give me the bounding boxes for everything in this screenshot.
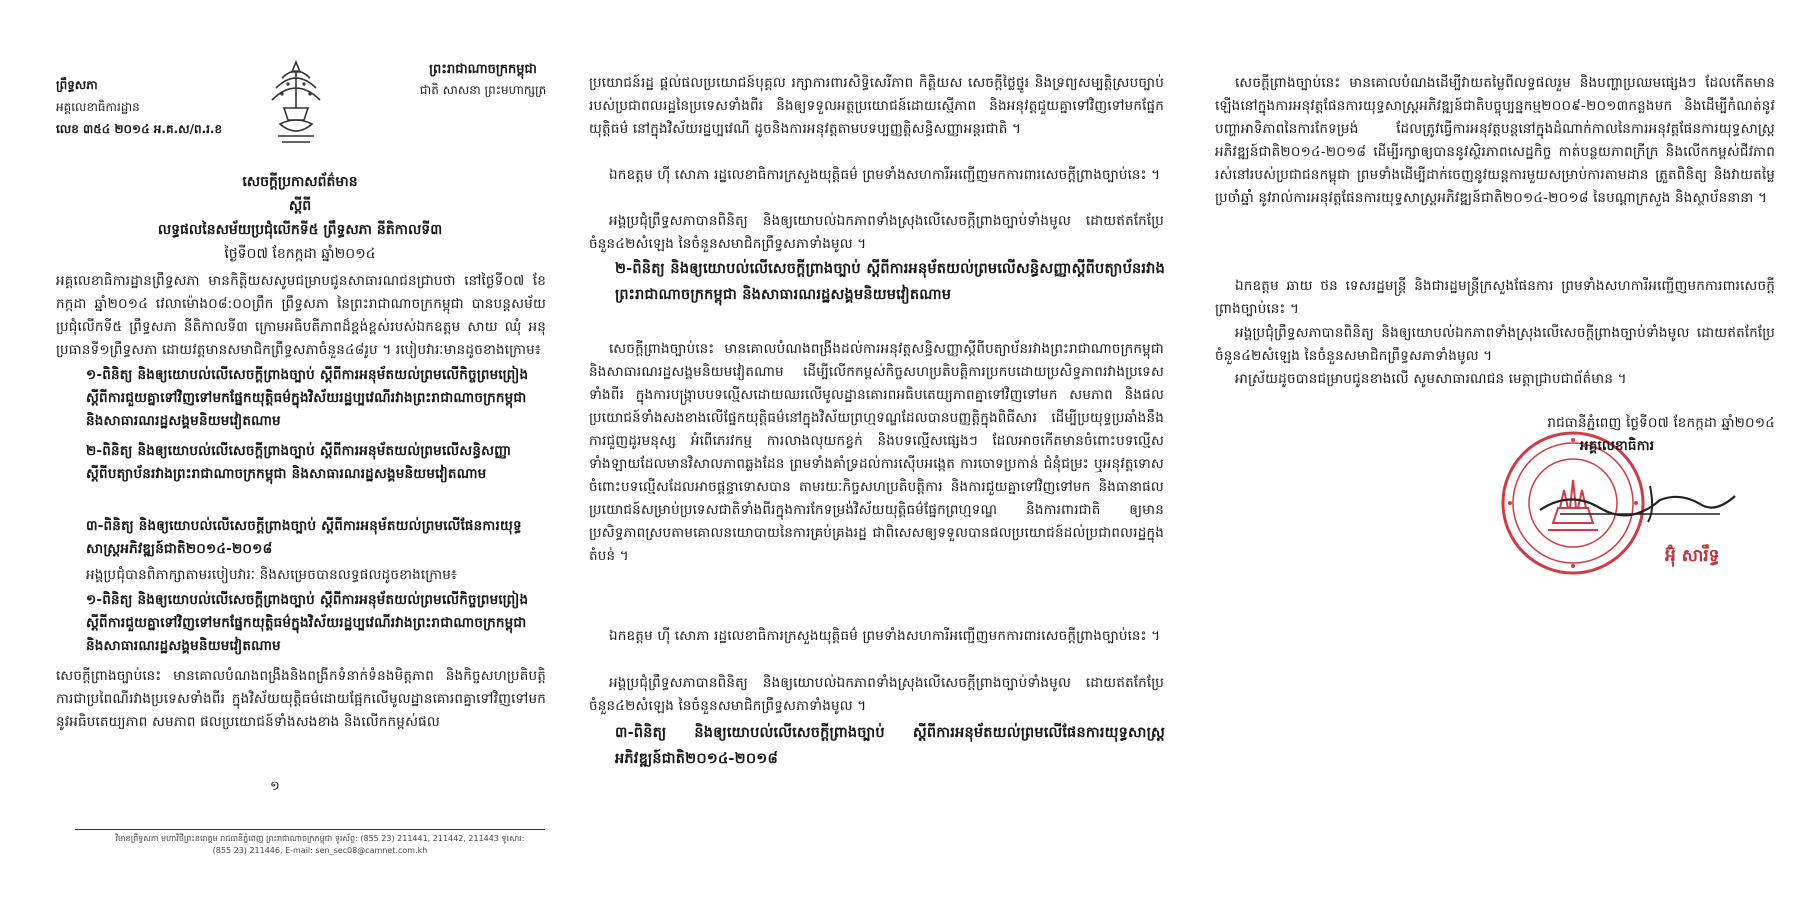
document-title bbox=[60, 170, 540, 266]
result-1-heading: ១-ពិនិត្យ និងឲ្យយោបល់លើសេចក្តីព្រាងច្បាប់ ស្តីពីការអនុម័តយល់ព្រមលើកិច្ចព្រមព្រៀងស្តីពីការជួយគ្នាទៅវិញទៅមកផ្នែកយុត្តិធម៌ក្នុងវិស័យរដ្ឋប្បវេណីរវាងព្រះរាជាណាចក្រកម្ពុជា និងសាធារណរដ្ឋសង្គមនិយមវៀតណាម bbox=[86, 592, 529, 654]
royal-emblem-icon bbox=[262, 58, 330, 148]
vote-paragraph-1: អង្គប្រជុំព្រឹទ្ធសភាបានពិនិត្យ និងឲ្យយោបល់ឯកភាពទាំងស្រុងលើសេចក្តីព្រាងច្បាប់ទាំងមូល ដោយឥតកែប្រែចំនួន៤២សំឡេង នៃចំនួនសមាជិកព្រឹទ្ធសភាទាំងមូល ។ bbox=[589, 213, 1164, 252]
kingdom-name: ព្រះរាជាណាចក្រកម្ពុជា bbox=[429, 62, 537, 77]
vote-paragraph-2: អង្គប្រជុំព្រឹទ្ធសភាបានពិនិត្យ និងឲ្យយោបល់ឯកភាពទាំងស្រុងលើសេចក្តីព្រាងច្បាប់ទាំងមូល ដោយឥតកែប្រែចំនួន៤២សំឡេង នៃចំនួនសមាជិកព្រឹទ្ធសភាទាំងមូល ។ bbox=[589, 675, 1164, 714]
issuer-name: ព្រឹទ្ធសភា bbox=[56, 78, 98, 92]
reference-number: លេខ ៣៥៤ ២០១៤ អ.គ.ស/ព.រ.ខ bbox=[56, 122, 223, 136]
result-1-body: សេចក្តីព្រាងច្បាប់នេះ មានគោលបំណងពង្រឹងនិងពង្រីកទំនាក់ទំនងមិត្តភាព និងកិច្ចសហប្រតិបត្តិការជាប្រពៃណីរវាងប្រទេសទាំងពីរ ក្នុងវិស័យយុត្តិធម៌ដោយផ្អែកលើមូលដ្ឋានគោរពគ្នាទៅវិញទៅមកនូវអធិបតេយ្យភាព សមភាព ផលប្រយោជន៍ទាំងសងខាង និងលើកកម្ពស់ផល bbox=[56, 668, 546, 730]
document-page-3 bbox=[1195, 0, 1794, 897]
signatory-name: អ៊ុំ សារឹទ្ធ bbox=[1665, 546, 1720, 566]
issuer-block bbox=[56, 74, 226, 140]
closing-paragraph: អាស្រ័យដូចបានជម្រាបជូនខាងលើ សូមសាធារណជន មេត្តាជ្រាបជាព័ត៌មាន ។ bbox=[1235, 371, 1627, 387]
defender-paragraph-3: ឯកឧត្តម ឆាយ ថន ទេសរដ្ឋមន្ត្រី និងជារដ្ឋមន្ត្រីក្រសួងផែនការ ព្រមទាំងសហការីអញ្ជើញមកការពារសេចក្តីព្រាងច្បាប់នេះ ។ bbox=[1215, 278, 1775, 317]
agenda-item-1: ១-ពិនិត្យ និងឲ្យយោបល់លើសេចក្តីព្រាងច្បាប់ ស្តីពីការអនុម័តយល់ព្រមលើកិច្ចព្រមព្រៀងស្តីពីការជួយគ្នាទៅវិញទៅមកផ្នែកយុត្តិធម៌ក្នុងវិស័យរដ្ឋប្បវេណីរវាងព្រះរាជាណាចក្រកម្ពុជា និងសាធារណរដ្ឋសង្គមនិយមវៀតណាម bbox=[86, 367, 529, 429]
title-line-3: លទ្ធផលនៃសម័យប្រជុំលើកទី៥ ព្រឹទ្ធសភា នីតិកាលទី៣ bbox=[157, 222, 443, 238]
session-note: អង្គប្រជុំបានពិភាក្សាតាមរបៀបវារៈ និងសម្រេចបានលទ្ធផលដូចខាងក្រោម៖ bbox=[86, 567, 458, 583]
kingdom-motto bbox=[408, 60, 558, 100]
result-3-heading: ៣-ពិនិត្យ និងឲ្យយោបល់លើសេចក្តីព្រាងច្បាប់ ស្តីពីការអនុម័តយល់ព្រមលើផែនការយុទ្ធសាស្ត្រអភិវឌ្ឍន៍ជាតិ២០១៤-២០១៨ bbox=[615, 725, 1165, 767]
document-page-2 bbox=[575, 0, 1195, 897]
defender-paragraph-1: ឯកឧត្តម ហ៊ី សោភា រដ្ឋលេខាធិការក្រសួងយុត្តិធម៌ ព្រមទាំងសហការីអញ្ជើញមកការពារសេចក្តីព្រាងច្បាប់នេះ ។ bbox=[609, 167, 1161, 183]
agenda-item-2: ២-ពិនិត្យ និងឲ្យយោបល់លើសេចក្តីព្រាងច្បាប់ ស្តីពីការអនុម័តយល់ព្រមលើសន្ធិសញ្ញាស្តីពីបត្យាប័នរវាងព្រះរាជាណាចក្រកម្ពុជា និងសាធារណរដ្ឋសង្គមនិយមវៀតណាម bbox=[86, 443, 512, 482]
issuer-department: អគ្គលេខាធិការដ្ឋាន bbox=[56, 100, 140, 114]
defender-paragraph-2: ឯកឧត្តម ហ៊ី សោភា រដ្ឋលេខាធិការក្រសួងយុត្តិធម៌ ព្រមទាំងសហការីអញ្ជើញមកការពារសេចក្តីព្រាងច្បាប់នេះ ។ bbox=[609, 628, 1161, 644]
signing-date: រាជធានីភ្នំពេញ ថ្ងៃទី០៧ ខែកក្កដា ឆ្នាំ២០១៤ bbox=[1547, 415, 1775, 431]
agenda-item-3: ៣-ពិនិត្យ និងឲ្យយោបល់លើសេចក្តីព្រាងច្បាប់ ស្តីពីការអនុម័តយល់ព្រមលើផែនការយុទ្ធសាស្ត្រអភិវឌ្ឍន៍ជាតិ២០១៤-២០១៨ bbox=[86, 518, 522, 557]
result-1-body-continued: ប្រយោជន៍រដ្ឋ ផ្តល់ផលប្រយោជន៍បុគ្គល រក្សាការពារសិទ្ធិសេរីភាព កិត្តិយស សេចក្តីថ្លៃថ្នូរ និងទ្រព្យសម្បត្តិស្របច្បាប់របស់ប្រជាពលរដ្ឋនៃប្រទេសទាំងពីរ និងឲ្យទទួលអត្ថប្រយោជន៍ដោយស្មើភាព និងអនុវត្តជួយគ្នាទៅវិញទៅមកផ្នែកយុត្តិធម៌ នៅក្នុងវិស័យរដ្ឋប្បវេណី ដូចនិងការអនុវត្តតាមបទប្បញ្ញត្តិសន្ធិសញ្ញាអន្តរជាតិ ។ bbox=[589, 75, 1164, 137]
document-page-1 bbox=[0, 0, 575, 897]
intro-paragraph: អគ្គលេខាធិការដ្ឋានព្រឹទ្ធសភា មានកិត្តិយសសូមជម្រាបជូនសាធារណជនជ្រាបថា នៅថ្ងៃទី០៧ ខែកក្កដា ឆ្នាំ២០១៤ វេលាម៉ោង០៨:០០ព្រឹក ព្រឹទ្ធសភា នៃព្រះរាជាណាចក្រកម្ពុជា បានបន្តសម័យប្រជុំលើកទី៥ ព្រឹទ្ធសភា នីតិកាលទី៣ ក្រោមអធិបតីភាពដ៏ខ្ពង់ខ្ពស់របស់ឯកឧត្តម សាយ ឈុំ អនុប្រធានទី១ព្រឹទ្ធសភា ដោយវត្តមានសមាជិកព្រឹទ្ធសភាចំនួន៤៨រូប ។ របៀបវារៈមានដូចខាងក្រោម៖ bbox=[56, 273, 546, 358]
national-motto: ជាតិ សាសនា ព្រះមហាក្សត្រ bbox=[419, 83, 547, 97]
footer-divider bbox=[75, 829, 545, 830]
vote-paragraph-3: អង្គប្រជុំព្រឹទ្ធសភាបានពិនិត្យ និងឲ្យយោបល់ឯកភាពទាំងស្រុងលើសេចក្តីព្រាងច្បាប់ទាំងមូល ដោយឥតកែប្រែចំនួន៤២សំឡេង នៃចំនួនសមាជិកព្រឹទ្ធសភាទាំងមូល ។ bbox=[1215, 325, 1775, 364]
signatory-title: អគ្គលេខាធិការ bbox=[1580, 438, 1655, 454]
title-line-1: សេចក្តីប្រកាសព័ត៌មាន bbox=[242, 174, 358, 190]
page-number: ១ bbox=[270, 779, 280, 794]
footer-contact: វិមានព្រឹទ្ធសភា មហាវិថីព្រះនរោត្តម រាជធានីភ្នំពេញ ព្រះរាជាណាចក្រកម្ពុជា ទូរស័ព្ទ: (855 23) 211441, 211442, 211443 ទូរសារ: (855 23) 211446, E-mail: sen_sec08@camnet.com.kh bbox=[115, 834, 525, 855]
result-2-heading: ២-ពិនិត្យ និងឲ្យយោបល់លើសេចក្តីព្រាងច្បាប់ ស្តីពីការអនុម័តយល់ព្រមលើសន្ធិសញ្ញាស្តីពីបត្យាប័នរវាងព្រះរាជាណាចក្រកម្ពុជា និងសាធារណរដ្ឋសង្គមនិយមវៀតណាម bbox=[615, 261, 1165, 303]
title-date: ថ្ងៃទី០៧ ខែកក្កដា ឆ្នាំ២០១៤ bbox=[224, 246, 376, 262]
title-line-2: ស្តីពី bbox=[288, 198, 312, 214]
result-3-body: សេចក្តីព្រាងច្បាប់នេះ មានគោលបំណងដើម្បីវាយតម្លៃពីលទ្ធផលរួម និងបញ្ហាប្រឈមផ្សេងៗ ដែលកើតមានឡើងនៅក្នុងការអនុវត្តផែនការយុទ្ធសាស្ត្រអភិវឌ្ឍន៍ជាតិបច្ចុប្បន្នកម្ម២០០៩-២០១៣កន្លងមក និងដើម្បីកំណត់នូវបញ្ហាអាទិភាពនៃការកែទម្រង់ ដែលត្រូវធ្វើការអនុវត្តបន្តនៅក្នុងដំណាក់កាលនៃការអនុវត្តផែនការយុទ្ធសាស្ត្រអភិវឌ្ឍន៍ជាតិ២០១៤-២០១៨ ដើម្បីរក្សាឲ្យបាននូវស្ថិរភាពសេដ្ឋកិច្ច កាត់បន្ថយភាពក្រីក្រ និងលើកកម្ពស់ជីវភាពរស់នៅរបស់ប្រជាជនកម្ពុជា ព្រមទាំងដើម្បីដាក់ចេញនូវយន្តការមួយសម្រាប់ការតាមដាន ត្រួតពិនិត្យ និងវាយតម្លៃប្រចាំឆ្នាំ នូវរាល់ការអនុវត្តផែនការយុទ្ធសាស្ត្រអភិវឌ្ឍន៍ជាតិ២០១៤-២០១៨ នៃបណ្តាក្រសួង និងស្ថាប័ននានា ។ bbox=[1215, 75, 1775, 206]
handwritten-signature bbox=[1530, 470, 1750, 530]
result-2-body: សេចក្តីព្រាងច្បាប់នេះ មានគោលបំណងពង្រឹងដល់ការអនុវត្តសន្ធិសញ្ញាស្តីពីបត្យាប័នរវាងព្រះរាជាណាចក្រកម្ពុជា និងសាធារណរដ្ឋសង្គមនិយមវៀតណាម ដើម្បីលើកកម្ពស់កិច្ចសហប្រតិបត្តិការប្រកបដោយប្រសិទ្ធភាពរវាងប្រទេសទាំងពីរ ក្នុងការបង្ក្រាបបទល្មើសដោយឈរលើមូលដ្ឋានគោរពអធិបតេយ្យភាពគ្នាទៅវិញទៅមក សមភាព និងផលប្រយោជន៍ទាំងសងខាងលើផ្នែកយុត្តិធម៌នៅក្នុងវិស័យព្រហ្មទណ្ឌដែលបានបញ្ញត្តិក្នុងពិធីសារ ដើម្បីប្រយុទ្ធប្រឆាំងនឹងការជួញដូរមនុស្ស អំពើភេរវកម្ម ការលាងលុយកខ្វក់ និងបទល្មើសផ្សេងៗ ដែលអាចកើតមានចំពោះបទល្មើសទាំងឡាយដែលមានវិសាលភាពឆ្លងដែន ព្រមទាំងគាំទ្រដល់ការស៊ើបអង្កេត ការចោទប្រកាន់ ជំនុំជម្រះ ឬអនុវត្តទោសចំពោះបទល្មើសដែលអាចផ្តន្ទាទោសបាន តាមរយៈកិច្ចសហប្រតិបត្តិការ និងការជួយគ្នាទៅវិញទៅមក និងធានាផលប្រយោជន៍សម្រាប់ប្រទេសជាតិទាំងពីរក្នុងការកែទម្រង់វិស័យយុត្តិធម៌ផ្នែកព្រហ្មទណ្ឌ និងការពារជាតិ ឲ្យមានប្រសិទ្ធភាពស្របតាមគោលនយោបាយនៃការគ្រប់គ្រងរដ្ឋ ជាពិសេសឲ្យទទួលបានផលប្រយោជន៍ដល់ប្រជាពលរដ្ឋក្នុងតំបន់ ។ bbox=[589, 341, 1164, 564]
